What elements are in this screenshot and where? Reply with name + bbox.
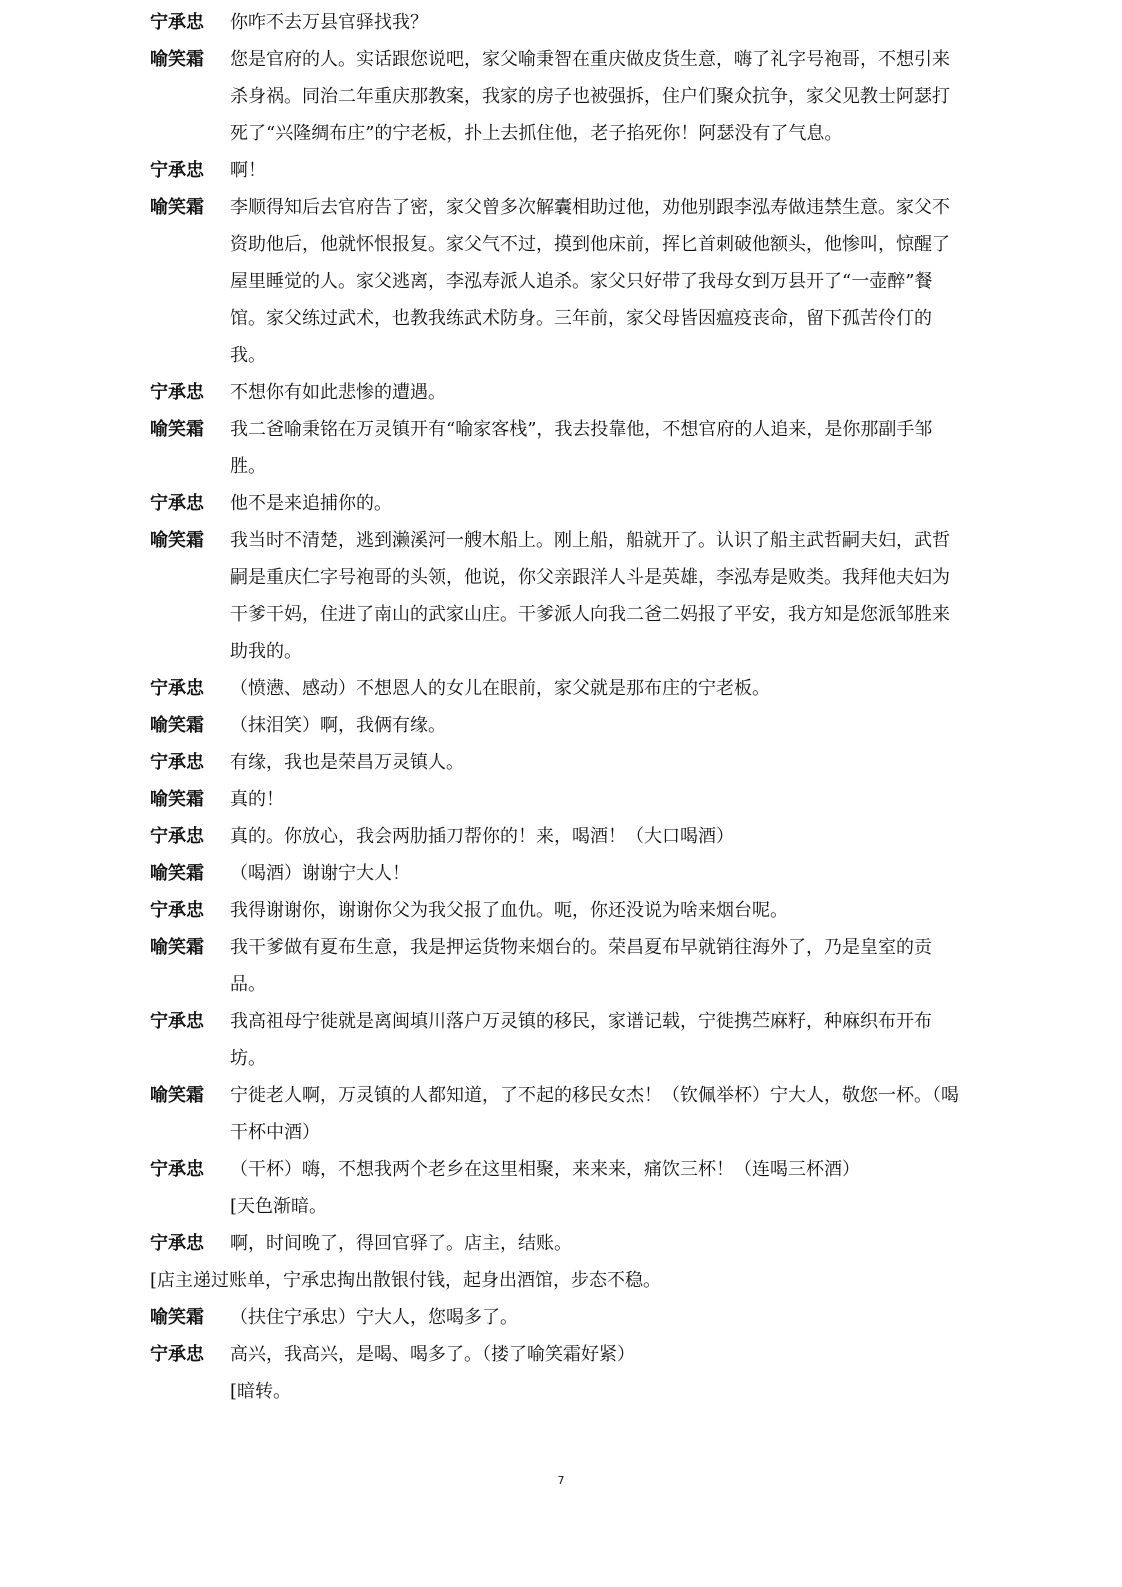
dialogue-line — [150, 1151, 965, 1188]
dialogue-text: （干杯）嗨，不想我两个老乡在这里相聚，来来来，痛饮三杯！（连喝三杯酒） — [230, 1159, 860, 1180]
dialogue-text: 他不是来追捕你的。 — [230, 493, 392, 514]
dialogue-line — [150, 485, 965, 522]
dialogue-text: （抹泪笑）啊，我俩有缘。 — [230, 715, 446, 736]
speaker-name: 宁承忠 — [150, 678, 204, 699]
dialogue-text: （扶住宁承忠）宁大人，您喝多了。 — [230, 1307, 518, 1328]
dialogue-line — [150, 41, 965, 152]
dialogue-line — [150, 1336, 965, 1373]
dialogue-text: 我二爸喻秉铭在万灵镇开有“喻家客栈”，我去投靠他，不想官府的人追来，是你那副手邹胜。 — [230, 419, 933, 477]
dialogue-line — [150, 818, 965, 855]
stage-direction: [天色渐暗。 — [230, 1196, 328, 1217]
speaker-name: 宁承忠 — [150, 1233, 204, 1254]
speaker-name: 喻笑霜 — [150, 1085, 204, 1106]
dialogue-text: （喝酒）谢谢宁大人！ — [230, 863, 410, 884]
dialogue-text: 有缘，我也是荣昌万灵镇人。 — [230, 752, 464, 773]
script-body — [150, 4, 965, 1410]
speaker-name: 喻笑霜 — [150, 1307, 204, 1328]
dialogue-line — [150, 1003, 965, 1077]
dialogue-line — [150, 189, 965, 374]
dialogue-line — [150, 855, 965, 892]
dialogue-line — [150, 374, 965, 411]
dialogue-line — [150, 1299, 965, 1336]
speaker-name: 喻笑霜 — [150, 937, 204, 958]
dialogue-text: 不想你有如此悲惨的遭遇。 — [230, 382, 446, 403]
speaker-name: 喻笑霜 — [150, 197, 204, 218]
dialogue-text: （愤懑、感动）不想恩人的女儿在眼前，家父就是那布庄的宁老板。 — [230, 678, 770, 699]
dialogue-text: 我干爹做有夏布生意，我是押运货物来烟台的。荣昌夏布早就销往海外了，乃是皇室的贡品。 — [230, 937, 932, 995]
speaker-name: 宁承忠 — [150, 12, 204, 33]
speaker-name: 宁承忠 — [150, 493, 204, 514]
dialogue-text: 啊，时间晚了，得回官驿了。店主，结账。 — [230, 1233, 572, 1254]
speaker-name: 喻笑霜 — [150, 419, 204, 440]
stage-direction: [店主递过账单，宁承忠掏出散银付钱，起身出酒馆，步态不稳。 — [150, 1270, 662, 1291]
speaker-name: 喻笑霜 — [150, 49, 204, 70]
dialogue-text: 高兴，我高兴，是喝、喝多了。（搂了喻笑霜好紧） — [230, 1344, 635, 1365]
dialogue-text: 我得谢谢你，谢谢你父为我父报了血仇。呃，你还没说为啥来烟台呢。 — [230, 900, 788, 921]
dialogue-line — [150, 929, 965, 1003]
dialogue-line — [150, 892, 965, 929]
speaker-name: 宁承忠 — [150, 1011, 204, 1032]
dialogue-text: 我高祖母宁徙就是离闽填川落户万灵镇的移民，家谱记载，宁徙携苎麻籽，种麻织布开布坊。 — [230, 1011, 932, 1069]
speaker-name: 喻笑霜 — [150, 789, 204, 810]
page-number: 7 — [557, 1474, 565, 1487]
dialogue-line — [150, 1077, 965, 1151]
dialogue-line — [150, 781, 965, 818]
dialogue-line — [150, 707, 965, 744]
dialogue-text: 我当时不清楚，逃到濑溪河一艘木船上。刚上船，船就开了。认识了船主武哲嗣夫妇，武哲嗣是重庆仁字号袍哥的头领，他说，你父亲跟洋人斗是英雄，李泓寿是败类。我拜他夫妇为干爹干妈，住进了南山的武家山庄。干爹派人向我二爸二妈报了平安，我方知是您派邹胜来助我的。 — [230, 530, 950, 662]
dialogue-line — [150, 670, 965, 707]
speaker-name: 宁承忠 — [150, 826, 204, 847]
speaker-name: 宁承忠 — [150, 1344, 204, 1365]
speaker-name: 宁承忠 — [150, 900, 204, 921]
dialogue-line — [150, 4, 965, 41]
dialogue-line — [150, 411, 965, 485]
dialogue-text: 啊！ — [230, 160, 266, 181]
dialogue-line — [150, 522, 965, 670]
dialogue-text: 真的！ — [230, 789, 284, 810]
dialogue-line — [150, 152, 965, 189]
dialogue-text: 您是官府的人。实话跟您说吧，家父喻秉智在重庆做皮货生意，嗨了礼字号袍哥，不想引来杀身祸。同治二年重庆那教案，我家的房子也被强拆，住户们聚众抗争，家父见教士阿瑟打死了“兴隆绸布庄”的宁老板，扑上去抓住他，老子掐死你！阿瑟没有了气息。 — [230, 49, 950, 144]
dialogue-text: 你咋不去万县官驿找我？ — [230, 12, 428, 33]
speaker-name: 喻笑霜 — [150, 863, 204, 884]
dialogue-text: 真的。你放心，我会两肋插刀帮你的！来，喝酒！（大口喝酒） — [230, 826, 734, 847]
dialogue-line — [150, 1225, 965, 1262]
dialogue-line — [150, 744, 965, 781]
speaker-name: 喻笑霜 — [150, 715, 204, 736]
dialogue-text: 李顺得知后去官府告了密，家父曾多次解囊相助过他，劝他别跟李泓寿做违禁生意。家父不资助他后，他就怀恨报复。家父气不过，摸到他床前，挥匕首刺破他额头，他惨叫，惊醒了屋里睡觉的人。家父逃离，李泓寿派人追杀。家父只好带了我母女到万县开了“一壶醉”餐馆。家父练过武术，也教我练武术防身。三年前，家父母皆因瘟疫丧命，留下孤苦伶仃的我。 — [230, 197, 950, 366]
dialogue-text: 宁徙老人啊，万灵镇的人都知道，了不起的移民女杰！（钦佩举杯）宁大人，敬您一杯。（喝干杯中酒） — [230, 1085, 959, 1143]
speaker-name: 宁承忠 — [150, 752, 204, 773]
speaker-name: 宁承忠 — [150, 382, 204, 403]
speaker-name: 喻笑霜 — [150, 530, 204, 551]
stage-direction: [暗转。 — [230, 1381, 292, 1402]
speaker-name: 宁承忠 — [150, 1159, 204, 1180]
speaker-name: 宁承忠 — [150, 160, 204, 181]
